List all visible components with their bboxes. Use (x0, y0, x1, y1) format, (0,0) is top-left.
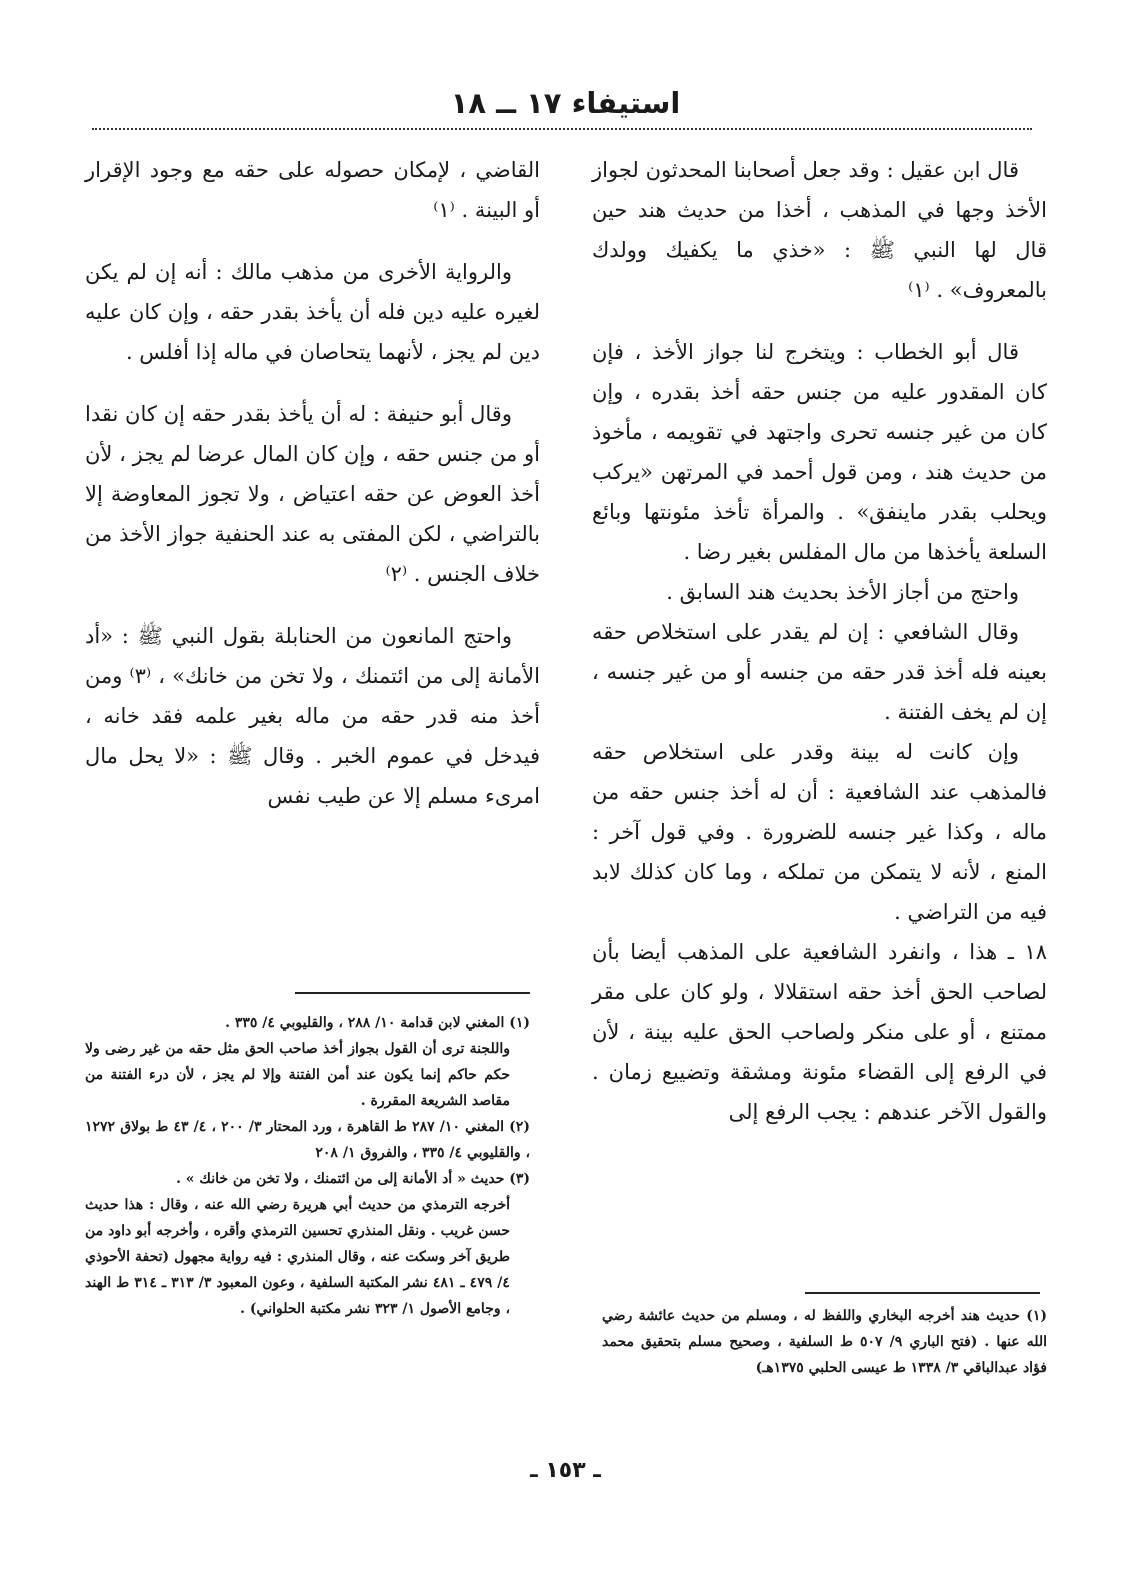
footnote-divider-left (295, 992, 530, 994)
footnotes-right (602, 1303, 1047, 1381)
running-head: استيفاء ١٧ ــ ١٨ (450, 86, 681, 120)
paragraph-ibn-aqil: قال ابن عقيل : وقد جعل أصحابنا المحدثون لجواز الأخذ وجها في المذهب ، أخذا من حديث هند حين قال لها النبي ﷺ : «خذي ما يكفيك وولدك بالمعروف» . ⁽١⁾ (592, 158, 1047, 302)
right-column (592, 150, 1047, 1154)
page-number: ـ ١٥٣ ـ (530, 1458, 601, 1483)
footnote-2-left: (٢) المغني ١٠/ ٢٨٧ ط القاهرة ، ورد المحتار ٣/ ٢٠٠ ، ٤/ ٤٣ ط بولاق ١٢٧٢ ، والقليوبي ٤/ ٣٣٥ ، والفروق ١/ ٢٠٨ (85, 1119, 530, 1161)
paragraph-section-18: ١٨ ـ هذا ، وانفرد الشافعية على المذهب أيضا بأن لصاحب الحق أخذ حقه استقلالا ، ولو كان على مقر ممتنع ، أو على منكر ولصاحب الحق عليه بينة ، لأن في الرفع إلى القضاء مئونة ومشقة وتضييع زمان . والقول الآخر عندهم : يجب الرفع إلى (592, 940, 1047, 1124)
left-column (85, 150, 540, 838)
paragraph-hanbali-prohibitors: واحتج المانعون من الحنابلة بقول النبي ﷺ : «أد الأمانة إلى من ائتمنك ، ولا تخن من خانك» ، ⁽٣⁾ ومن أخذ منه قدر حقه من ماله بغير علمه فقد خانه ، فيدخل في عموم الخبر . وقال ﷺ : «لا يحل مال امرىء مسلم إلا عن طيب نفس (85, 624, 540, 808)
footnote-divider-right (805, 1292, 1040, 1294)
footnote-3-left: (٣) حديث « أد الأمانة إلى من ائتمنك ، ولا تخن من خانك » . (176, 1171, 530, 1187)
footnote-3-left-takhrij: أخرجه الترمذي من حديث أبي هريرة رضي الله عنه ، وقال : هذا حديث حسن غريب . ونقل المنذري تحسين الترمذي وأقره ، وأخرجه أبو داود من طريق آخر وسكت عنه ، وقال المنذري : فيه رواية مجهول (تحفة الأحوذي ٤/ ٤٧٩ ـ ٤٨١ نشر المكتبة السلفية ، وعون المعبود ٣/ ٣١٣ ـ ٣١٤ ط الهند ، وجامع الأصول ١/ ٣٢٣ نشر مكتبة الحلواني) . (85, 1197, 510, 1317)
header-dotted-rule (92, 128, 1032, 130)
paragraph-shafii: وقال الشافعي : إن لم يقدر على استخلاص حقه بعينه فله أخذ قدر حقه من جنسه أو من غير جنسه ، إن لم يخف الفتنة . (592, 620, 1047, 724)
paragraph-abu-al-khattab: قال أبو الخطاب : ويتخرج لنا جواز الأخذ ، فإن كان المقدور عليه من جنس حقه أخذ بقدره ، وإن كان من غير جنسه تحرى واجتهد في تقويمه ، مأخوذ من حديث هند ، ومن قول أحمد في المرتهن «يركب ويحلب بقدر ماينفق» . والمرأة تأخذ مئونتها وبائع السلعة يأخذها من مال المفلس بغير رضا . (592, 340, 1047, 564)
footnote-1-left-committee-note: واللجنة ترى أن القول بجواز أخذ صاحب الحق مثل حقه من غير رضى ولا حكم حاكم إنما يكون عند أمن الفتنة وإلا لم يجز ، لأن درء الفتنة من مقاصد الشريعة المقررة . (85, 1041, 510, 1109)
paragraph-judge-continuation: القاضي ، لإمكان حصوله على حقه مع وجود الإقرار أو البينة . ⁽١⁾ (85, 158, 540, 222)
paragraph-hind-hadith-argument: واحتج من أجاز الأخذ بحديث هند السابق . (666, 580, 1019, 604)
footnote-1-left: (١) المغني لابن قدامة ١٠/ ٢٨٨ ، والقليوبي ٤/ ٣٣٥ . (225, 1015, 530, 1031)
footnote-1-right: (١) حديث هند أخرجه البخاري واللفظ له ، ومسلم من حديث عائشة رضي الله عنها . (فتح الباري ٩/ ٥٠٧ ط السلفية ، وصحيح مسلم بتحقيق محمد فؤاد عبدالباقي ٣/ ١٣٣٨ ط عيسى الحلبي ١٣٧٥هـ) (602, 1308, 1047, 1376)
paragraph-shafii-evidence: وإن كانت له بينة وقدر على استخلاص حقه فالمذهب عند الشافعية : أن له أخذ جنس حقه من ماله ، وكذا غير جنسه للضرورة . وفي قول آخر : المنع ، لأنه لا يتمكن من تملكه ، وما كان كذلك لابد فيه من التراضي . (592, 740, 1047, 924)
footnotes-left (85, 1010, 530, 1322)
paragraph-maliki: والرواية الأخرى من مذهب مالك : أنه إن لم يكن لغيره عليه دين فله أن يأخذ بقدر حقه ، وإن كان عليه دين لم يجز ، لأنهما يتحاصان في ماله إذا أفلس . (85, 260, 540, 364)
paragraph-abu-hanifa: وقال أبو حنيفة : له أن يأخذ بقدر حقه إن كان نقدا أو من جنس حقه ، وإن كان المال عرضا لم يجز ، لأن أخذ العوض عن حقه اعتياض ، ولا تجوز المعاوضة إلا بالتراضي ، لكن المفتى به عند الحنفية جواز الأخذ من خلاف الجنس . ⁽٢⁾ (85, 402, 540, 586)
